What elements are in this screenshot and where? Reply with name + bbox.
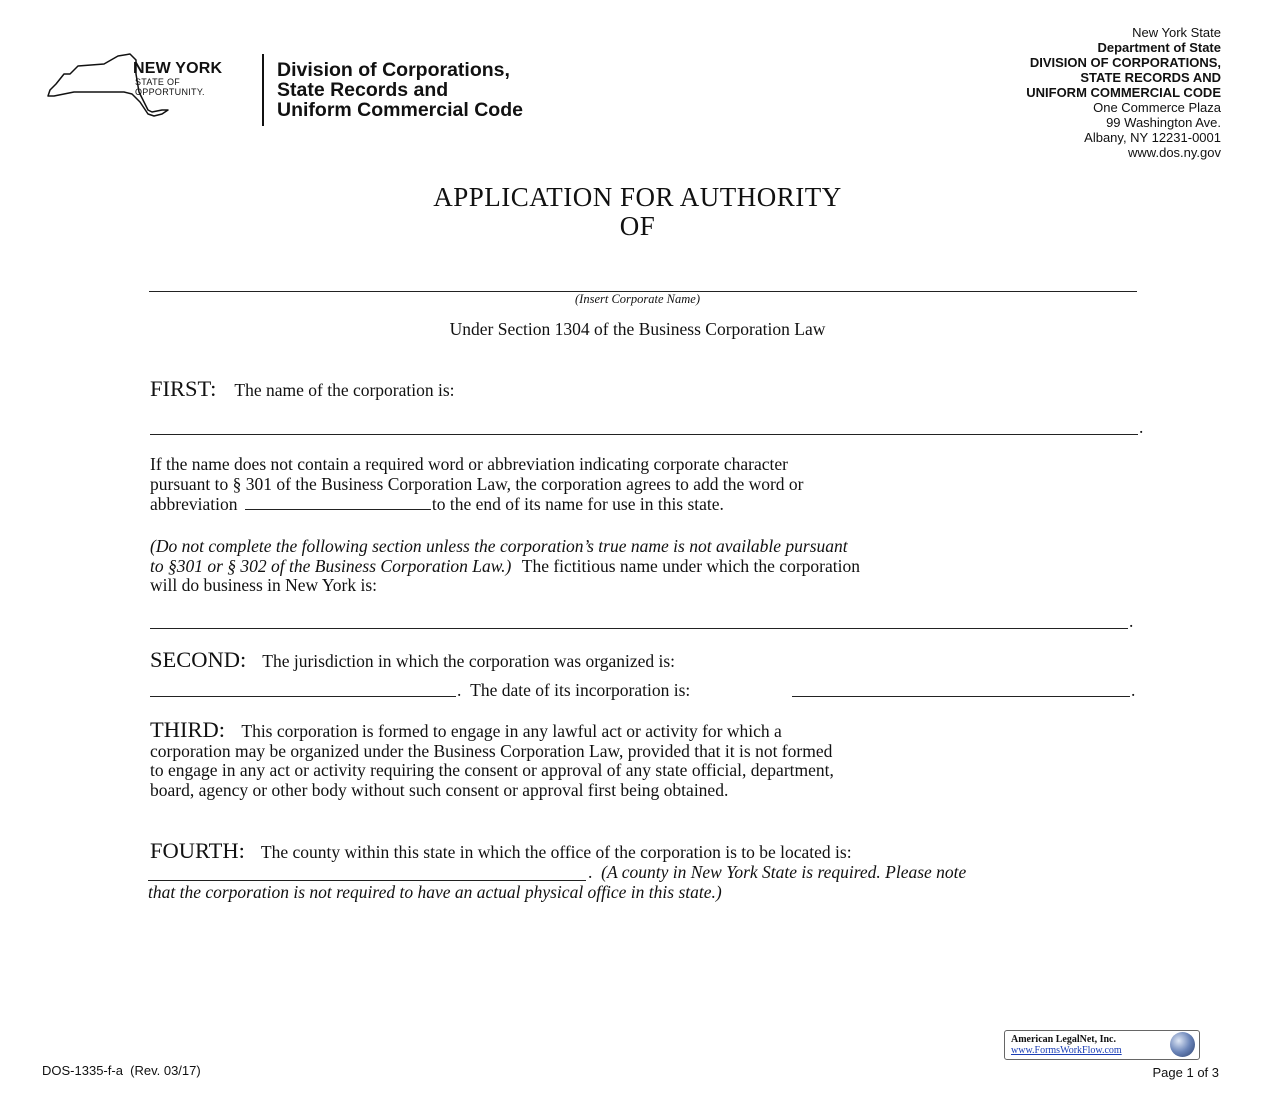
para-line: pursuant to § 301 of the Business Corporation Law, the corporation agrees to add the word or [150,473,804,494]
county-note-line1: . (A county in New York State is required. Please note [588,862,967,882]
address-line: STATE RECORDS AND [1080,70,1221,85]
county-field[interactable] [148,880,586,881]
badge-name: American LegalNet, Inc. [1011,1034,1116,1045]
website-link[interactable]: www.dos.ny.gov [1128,145,1221,160]
title-line-2: OF [619,211,656,241]
third-line: to engage in any act or activity requiring the consent or approval of any state official, department, [150,760,834,780]
address-line: Albany, NY 12231-0001 [1084,130,1221,145]
county-note-text: (A county in New York State is required. Please note [601,862,967,882]
logo-state-name: NEW YORK [133,60,223,77]
first-heading: FIRST: [150,376,217,401]
division-line-1: Division of Corporations, [277,59,510,81]
address-line: UNIFORM COMMERCIAL CODE [1026,85,1221,100]
period: . [1129,611,1134,631]
logo-tagline [135,77,205,97]
logo-divider [262,54,264,126]
para-line: to the end of its name for use in this state. [431,494,724,514]
address-block [1026,25,1221,160]
corporate-name-caption: (Insert Corporate Name) [575,292,700,306]
fict-line: The fictitious name under which the corporation [521,555,860,576]
fictitious-name-field[interactable] [150,628,1128,629]
fict-line: will do business in New York is: [150,575,378,595]
third-article [150,717,1180,800]
form-title [0,183,1275,241]
fictitious-name-paragraph [150,537,1180,596]
jurisdiction-field[interactable] [150,696,456,697]
second-heading: SECOND: [150,647,247,672]
date-label: . The date of its incorporation is: [457,680,691,700]
badge-url-link[interactable]: www.FormsWorkFlow.com [1011,1045,1122,1056]
american-legalnet-badge[interactable] [1004,1030,1200,1060]
globe-icon [1170,1032,1195,1057]
period: . [1139,417,1144,437]
page-number: Page 1 of 3 [1152,1065,1219,1080]
division-line-3: Uniform Commercial Code [277,99,523,121]
logo-tagline-line1: STATE OF [135,77,181,87]
form-id: DOS-1335-f-a (Rev. 03/17) [42,1063,201,1078]
division-name [277,60,523,120]
logo-tagline-line2: OPPORTUNITY. [135,87,205,97]
third-line: board, agency or other body without such consent or approval first being obtained. [150,779,729,800]
address-line: One Commerce Plaza [1093,100,1221,115]
abbreviation-field[interactable] [245,494,431,510]
abbreviation-paragraph [150,455,804,515]
third-heading: THIRD: [150,717,225,742]
incorporation-date-field[interactable] [792,696,1130,697]
corporation-name-field[interactable] [150,434,1138,435]
first-text: The name of the corporation is: [234,380,455,400]
fourth-article [150,838,852,864]
section-reference: Under Section 1304 of the Business Corporation Law [449,319,826,339]
address-line: Department of State [1097,40,1221,55]
third-line: corporation may be organized under the Business Corporation Law, provided that it is not formed [150,740,833,761]
fict-line: to §301 or § 302 of the Business Corporation Law.) [150,555,512,576]
county-note-line2: that the corporation is not required to have an actual physical office in this state.) [148,882,722,902]
first-article [150,376,455,402]
title-line-1: APPLICATION FOR AUTHORITY [433,182,842,212]
para-line: If the name does not contain a required word or abbreviation indicating corporate character [150,454,788,474]
date-text: The date of its incorporation is: [470,680,691,700]
second-text: The jurisdiction in which the corporation was organized is: [262,651,676,671]
fourth-heading: FOURTH: [150,838,245,863]
fict-line: (Do not complete the following section unless the corporation’s true name is not available pursuant [150,536,848,556]
address-line: 99 Washington Ave. [1106,115,1221,130]
para-line: abbreviation [150,494,238,514]
address-line: DIVISION OF CORPORATIONS, [1029,55,1221,70]
third-line: This corporation is formed to engage in any lawful act or activity for which a [241,721,782,741]
address-line: New York State [1132,25,1221,40]
fourth-text: The county within this state in which the office of the corporation is to be located is: [260,842,852,862]
division-line-2: State Records and [277,79,449,101]
period: . [1131,680,1136,700]
second-article [150,647,675,673]
